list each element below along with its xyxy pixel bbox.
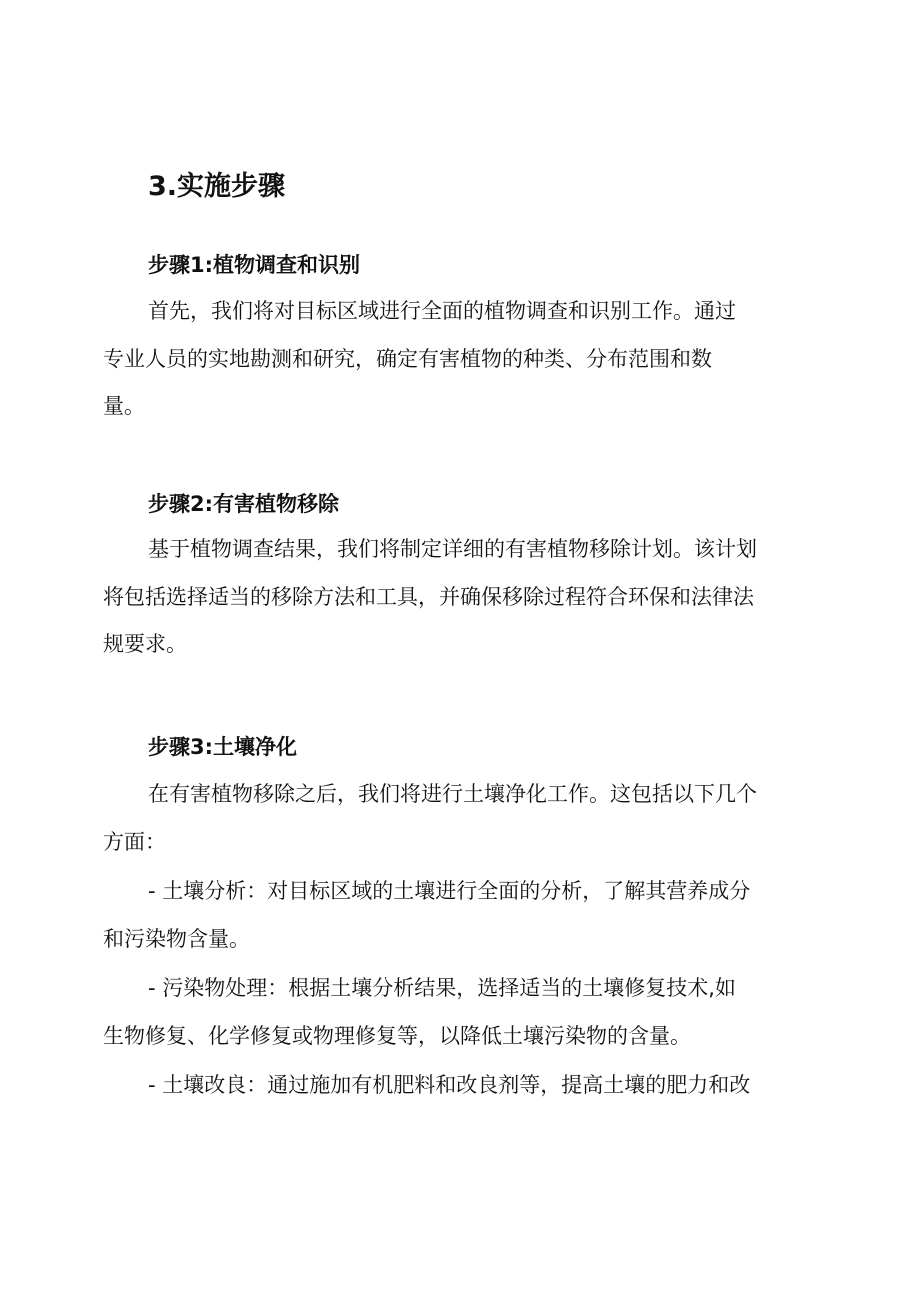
- paragraph-line: 方面：: [103, 829, 166, 854]
- list-item-line: 和污染物含量。: [103, 926, 250, 951]
- step-3-heading: 步骤3:土壤净化: [148, 735, 298, 759]
- list-item-pollutant-treatment: [103, 965, 823, 1060]
- paragraph-line: 专业人员的实地勘测和研究，确定有害植物的种类、分布范围和数: [103, 346, 712, 371]
- list-item-line: - 污染物处理：根据土壤分析结果，选择适当的土壤修复技术,如: [148, 976, 736, 1000]
- list-item-line: - 土壤分析：对目标区域的土壤进行全面的分析，了解其营养成分: [148, 879, 751, 903]
- paragraph-line: 在有害植物移除之后，我们将进行土壤净化工作。这包括以下几个: [148, 782, 757, 806]
- step-2-paragraph: [103, 526, 823, 669]
- step-2-heading: 步骤2:有害植物移除: [148, 492, 340, 516]
- paragraph-line: 将包括选择适当的移除方法和工具，并确保移除过程符合环保和法律法: [103, 584, 754, 609]
- paragraph-line: 基于植物调查结果，我们将制定详细的有害植物移除计划。该计划: [148, 537, 757, 561]
- list-item-soil-improvement: [103, 1062, 823, 1110]
- step-1-paragraph: [103, 288, 823, 431]
- list-item-line: 生物修复、化学修复或物理修复等，以降低土壤污染物的含量。: [103, 1023, 691, 1048]
- list-item-soil-analysis: [103, 868, 823, 963]
- step-3-intro-paragraph: [103, 771, 823, 866]
- paragraph-line: 首先，我们将对目标区域进行全面的植物调查和识别工作。通过: [148, 299, 736, 323]
- paragraph-line: 规要求。: [103, 632, 187, 656]
- list-item-line: - 土壤改良：通过施加有机肥料和改良剂等，提高土壤的肥力和改: [148, 1073, 751, 1097]
- step-1-heading: 步骤1:植物调查和识别: [148, 253, 361, 277]
- section-title: 3.实施步骤: [148, 171, 286, 202]
- paragraph-line: 量。: [103, 394, 145, 418]
